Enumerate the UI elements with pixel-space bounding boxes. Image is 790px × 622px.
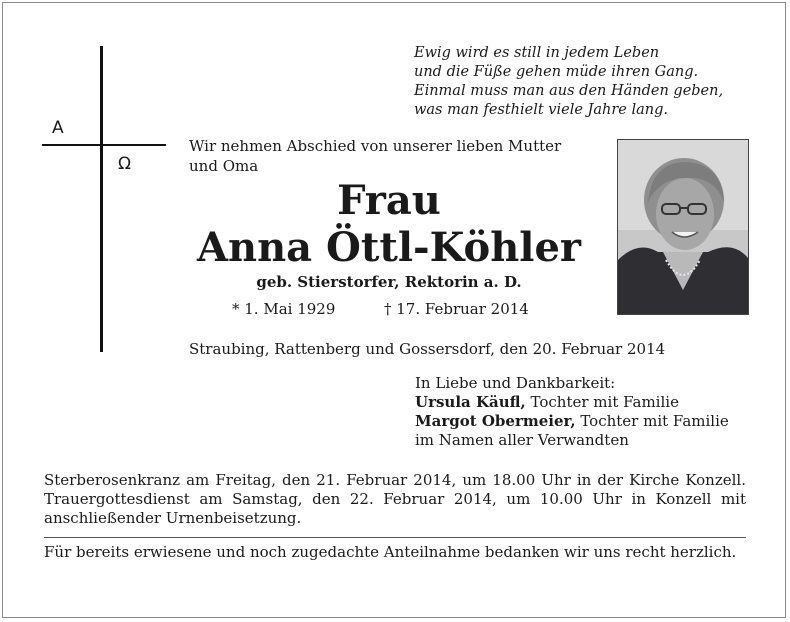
cross-vertical-bar [100,46,103,352]
mourner-entry [415,393,729,412]
mourners-closing: im Namen aller Verwandten [415,431,629,449]
mourners-intro: In Liebe und Dankbarkeit: [415,374,616,392]
funeral-notice: Sterberosenkranz am Freitag, den 21. Februar 2014, um 18.00 Uhr in der Kirche Konzell. Trauergottesdienst am Samstag, den 22. Februar 2014, um 10.00 Uhr in Konzell mit anschließender Urnenbeisetzung. [44,471,746,527]
portrait-photo [617,139,749,315]
deceased-name: Anna Öttl-Köhler [196,224,581,271]
alpha-symbol: A [52,118,64,138]
poem-line: Einmal muss man aus den Händen geben, [414,83,724,99]
death-date: † 17. Februar 2014 [384,300,529,318]
mourner-relation: Tochter mit Familie [575,412,729,430]
poem [414,44,723,120]
mourners [415,374,729,450]
place-date: Straubing, Rattenberg und Gossersdorf, den 20. Februar 2014 [189,340,666,358]
mourner-name: Margot Obermeier, [415,412,576,430]
divider [44,537,746,538]
mourner-relation: Tochter mit Familie [525,393,679,411]
intro-text [189,136,561,176]
poem-line: Ewig wird es still in jedem Leben [414,45,660,61]
intro-line: und Oma [189,157,259,175]
intro-line: Wir nehmen Abschied von unserer lieben Mutter [189,137,562,155]
salutation: Frau [337,177,441,224]
mourner-entry [415,412,729,431]
birth-date: * 1. Mai 1929 [232,300,336,318]
mourner-name: Ursula Käufl, [415,393,526,411]
deceased-subtitle: geb. Stierstorfer, Rektorin a. D. [256,273,522,291]
omega-symbol: Ω [118,154,131,174]
cross-horizontal-bar [42,144,166,146]
thanks-text: Für bereits erwiesene und noch zugedachte Anteilnahme bedanken wir uns recht herzlich. [44,543,737,561]
poem-line: und die Füße gehen müde ihren Gang. [414,64,699,80]
poem-line: was man festhielt viele Jahre lang. [414,102,668,118]
